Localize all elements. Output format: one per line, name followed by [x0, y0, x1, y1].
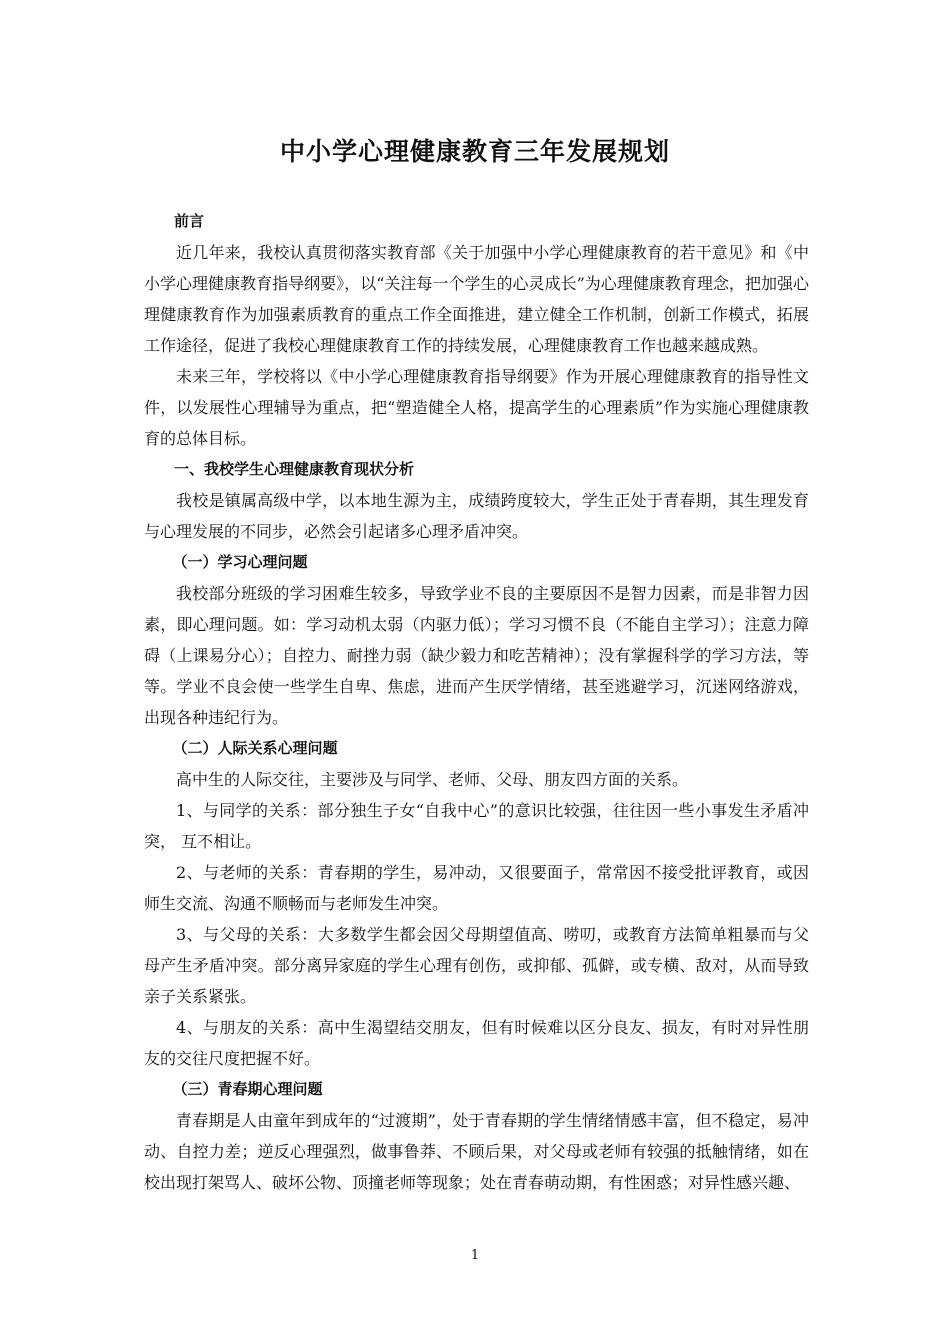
body-paragraph: 青春期是人由童年到成年的“过渡期”，处于青春期的学生情绪情感丰富，但不稳定，易冲动、自控力差；逆反心理强烈，做事鲁莽、不顾后果，对父母或老师有较强的抵触情绪，如在校出现打架骂人、破坏公物、顶撞老师等现象；处在青春萌动期，有性困惑；对异性感兴趣、	[144, 1111, 809, 1192]
body-paragraph: 2、与老师的关系：青春期的学生，易冲动，又很要面子，常常因不接受批评教育，或因师生交流、沟通不顺畅而与老师发生冲突。	[144, 863, 809, 913]
body-paragraph: 高中生的人际交往，主要涉及与同学、老师、父母、朋友四方面的关系。	[176, 770, 689, 789]
preface-paragraph: 近几年来，我校认真贯彻落实教育部《关于加强中小学心理健康教育的若干意见》和《中小学心理健康教育指导纲要》，以“关注每一个学生的心灵成长”为心理健康教育理念，把加强心理健康教育作为加强素质教育的重点工作全面推进，建立健全工作机制，创新工作模式，拓展工作途径，促进了我校心理健康教育工作的持续发展，心理健康教育工作也越来越成熟。	[144, 243, 809, 355]
body-paragraph: 4、与朋友的关系：高中生渴望结交朋友，但有时候难以区分良友、损友，有时对异性朋友的交往尺度把握不好。	[144, 1018, 809, 1068]
page-number: 1	[470, 1248, 480, 1263]
body-paragraph: 1、与同学的关系：部分独生子女“自我中心”的意识比较强，往往因一些小事发生矛盾冲突， 互不相让。	[144, 801, 809, 851]
document-title: 中小学心理健康教育三年发展规划	[279, 137, 670, 166]
subsection-heading: （三）青春期心理问题	[172, 1080, 323, 1098]
subsection-heading: （二）人际关系心理问题	[172, 739, 338, 757]
section-heading: 一、我校学生心理健康教育现状分析	[174, 460, 415, 478]
preface-paragraph: 未来三年，学校将以《中小学心理健康教育指导纲要》作为开展心理健康教育的指导性文件，以发展性心理辅导为重点，把“塑造健全人格，提高学生的心理素质”作为实施心理健康教育的总体目标。	[144, 367, 809, 448]
subsection-heading: （一）学习心理问题	[172, 553, 308, 571]
body-paragraph: 我校是镇属高级中学，以本地生源为主，成绩跨度较大，学生正处于青春期，其生理发育与心理发展的不同步，必然会引起诸多心理矛盾冲突。	[144, 491, 809, 541]
preface-heading: 前言	[174, 212, 205, 230]
document-body	[144, 206, 809, 1198]
body-paragraph: 我校部分班级的学习困难生较多，导致学业不良的主要原因不是智力因素，而是非智力因素，即心理问题。如：学习动机太弱（内驱力低）；学习习惯不良（不能自主学习）；注意力障碍（上课易分心）；自控力、耐挫力弱（缺少毅力和吃苦精神）；没有掌握科学的学习方法，等等。学业不良会使一些学生自卑、焦虑，进而产生厌学情绪，甚至逃避学习，沉迷网络游戏，出现各种违纪行为。	[144, 584, 809, 727]
body-paragraph: 3、与父母的关系：大多数学生都会因父母期望值高、唠叨，或教育方法简单粗暴而与父母产生矛盾冲突。部分离异家庭的学生心理有创伤，或抑郁、孤僻，或专横、敌对，从而导致亲子关系紧张。	[144, 925, 809, 1006]
